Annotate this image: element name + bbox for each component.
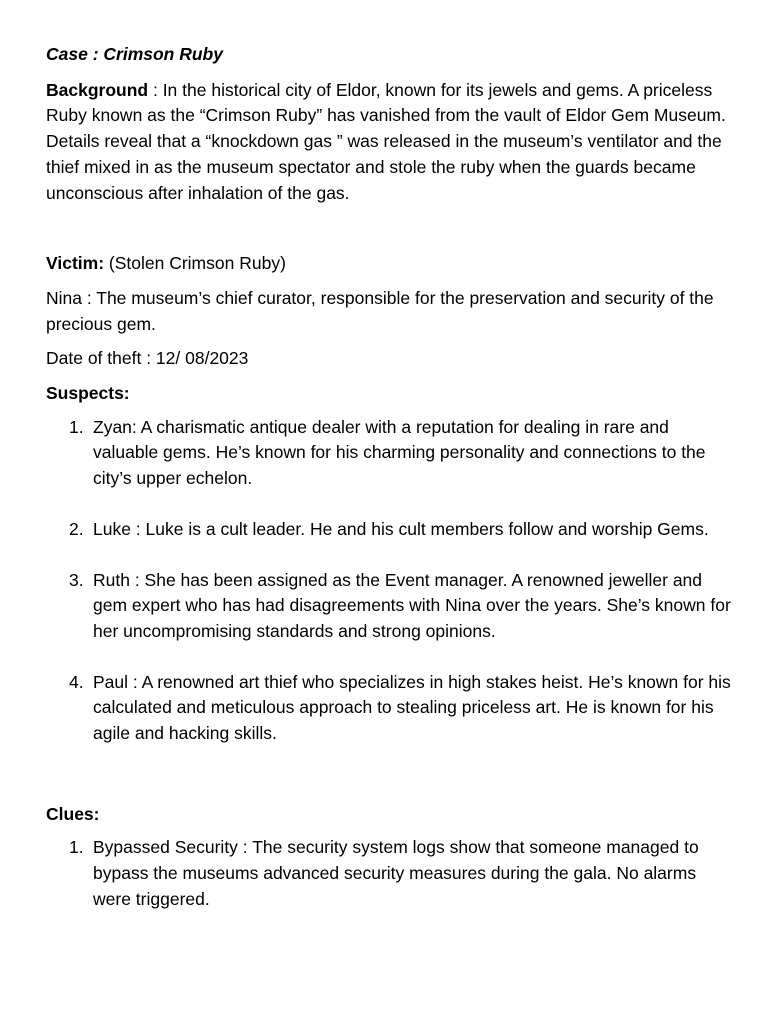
theft-date: Date of theft : 12/ 08/2023 bbox=[46, 348, 249, 369]
clues-heading: Clues: bbox=[46, 803, 100, 824]
list-number: 1. bbox=[69, 416, 84, 437]
suspect-text: Luke : Luke is a cult leader. He and his cult members follow and worship Gems. bbox=[93, 518, 709, 539]
list-number: 1. bbox=[69, 837, 84, 858]
victim-label: Victim: bbox=[46, 253, 105, 274]
clue-text: Bypassed Security : The security system logs show that someone managed to bypass the museums advanced security measures during the gala. No alarms were triggered. bbox=[93, 837, 699, 909]
background-label: Background bbox=[46, 79, 149, 100]
suspects-list bbox=[46, 415, 736, 747]
list-number: 3. bbox=[69, 569, 84, 590]
suspects-heading: Suspects: bbox=[46, 383, 130, 404]
victim-description: Nina : The museum’s chief curator, responsible for the preservation and security of the precious gem. bbox=[46, 287, 714, 334]
victim-text: (Stolen Crimson Ruby) bbox=[104, 253, 286, 274]
case-title: Case : Crimson Ruby bbox=[46, 44, 223, 64]
suspect-text: Paul : A renowned art thief who specializes in high stakes heist. He’s known for his calculated and meticulous approach to stealing priceless art. He is known for his agile and hacking skills. bbox=[93, 671, 731, 744]
list-item bbox=[46, 517, 736, 543]
background-text: : In the historical city of Eldor, known for its jewels and gems. A priceless Ruby known as the “Crimson Ruby” has vanished from the vault of Eldor Gem Museum. Details reveal that a “knockdown gas ” was released in the museum’s ventilator and the thief mixed in as the museum spectator and stole the ruby when the guards became unconscious after inhalation of the gas. bbox=[46, 79, 726, 203]
list-item bbox=[46, 568, 736, 645]
list-number: 2. bbox=[69, 518, 84, 539]
background-paragraph bbox=[46, 78, 736, 207]
spacer bbox=[46, 215, 736, 251]
victim-line bbox=[46, 251, 736, 277]
document-page bbox=[46, 42, 736, 913]
list-item bbox=[46, 415, 736, 492]
clues-list bbox=[46, 835, 736, 912]
list-number: 4. bbox=[69, 671, 84, 692]
suspect-text: Zyan: A charismatic antique dealer with a reputation for dealing in rare and valuable gems. He’s known for his charming personality and connections to the city’s upper echelon. bbox=[93, 416, 706, 489]
spacer bbox=[46, 772, 736, 802]
suspect-text: Ruth : She has been assigned as the Event manager. A renowned jeweller and gem expert who has had disagreements with Nina over the years. She’s known for her uncompromising standards and strong opinions. bbox=[93, 569, 731, 641]
list-item bbox=[46, 835, 736, 912]
list-item bbox=[46, 670, 736, 747]
